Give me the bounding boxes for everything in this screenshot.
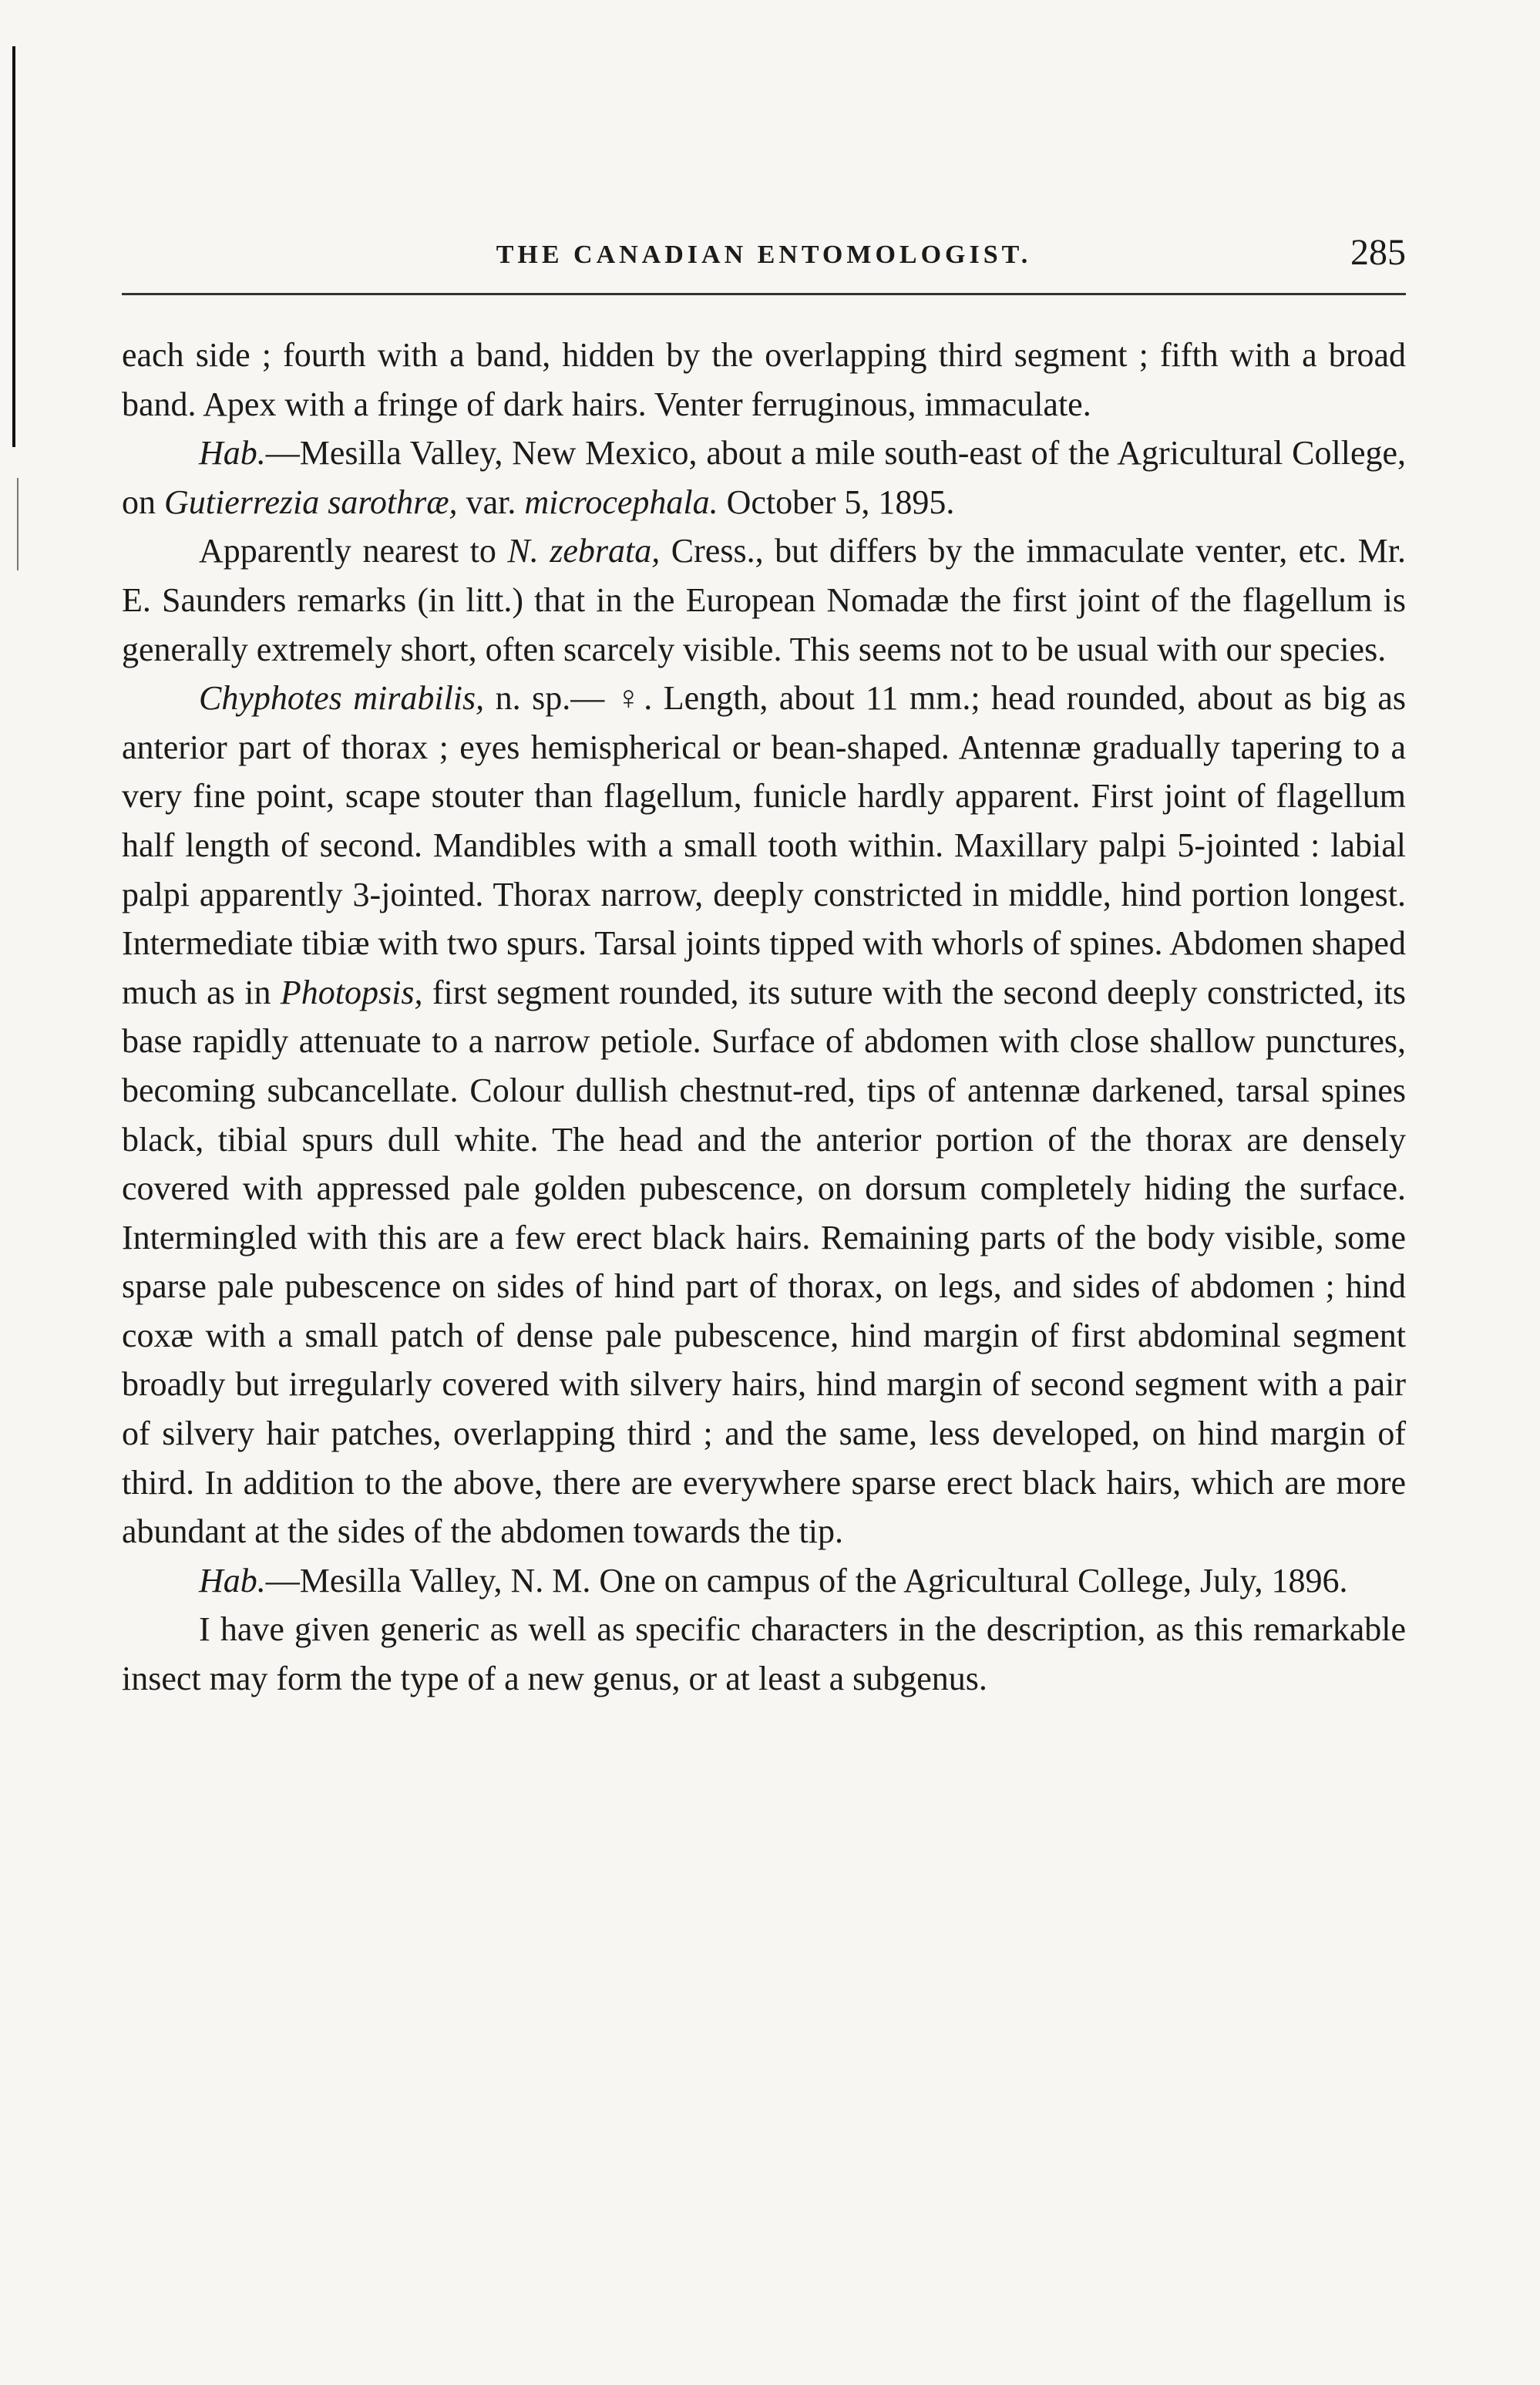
description-text-2: first segment rounded, its suture with the second deeply constricted, its base rapidly attenuate to a narrow petiole. Surface of abdomen with close shallow punctures, becoming subcancellate. Colour dullish chestnut-red, tips of antennæ darkened, tarsal spines black, tibial spurs dull white. The head and the anterior portion of the thorax are densely covered with appressed pale golden pubescence, on dorsum completely hiding the surface. Intermingled with this are a few erect black hairs. Remaining parts of the body visible, some sparse pale pubescence on sides of hind part of thorax, on legs, and sides of abdomen ; hind coxæ with a small patch of dense pale pubescence, hind margin of first abdominal segment broadly but irregularly covered with silvery hairs, hind margin of second segment with a pair of silvery hair patches, overlapping third ; and the same, less developed, on hind margin of third. In addition to the above, there are everywhere sparse erect black hairs, which are more abundant at the sides of the abdomen towards the tip. <box>122 973 1406 1551</box>
plant-variety: microcephala. <box>524 483 718 521</box>
genus-reference: Photopsis, <box>280 973 423 1011</box>
paragraph-4-description <box>122 674 1406 1556</box>
habitat-text-1: —Mesilla Valley, New Mexico, about a mile south-east of the Agricultural College, on <box>122 434 1406 521</box>
scan-edge-mark-lower <box>17 478 18 570</box>
paragraph-1: each side ; fourth with a band, hidden by the overlapping third segment ; fifth with a broad band. Apex with a fringe of dark hairs. Venter ferruginous, immaculate. <box>122 336 1406 423</box>
scan-edge-mark <box>12 46 15 447</box>
paragraph-5-habitat <box>122 1556 1406 1606</box>
habitat-text-3: October 5, 1895. <box>718 483 955 521</box>
species-name: Chyphotes mirabilis, <box>199 679 485 718</box>
article-body <box>122 331 1406 1704</box>
comparison-text-1: Apparently nearest to <box>199 532 508 570</box>
hab-label: Hab. <box>199 434 266 473</box>
paragraph-2-habitat <box>122 429 1406 526</box>
running-head <box>122 231 1406 295</box>
comparison-text-2: Cress., but differs by the immaculate venter, etc. Mr. E. Saunders remarks (in litt.) that in the European Nomadæ the first joint of the flagellum is generally extremely short, often scarcely visible. This seems not to be usual with our species. <box>122 532 1406 668</box>
hab-label-2: Hab. <box>199 1561 266 1600</box>
paragraph-3-comparison <box>122 526 1406 674</box>
plant-name: Gutierrezia sarothræ, <box>164 483 458 521</box>
species-reference: N. zebrata, <box>507 532 661 570</box>
running-title: THE CANADIAN ENTOMOLOGIST. <box>496 241 1032 269</box>
page <box>122 231 1406 1704</box>
habitat-text-2: var. <box>457 483 525 521</box>
description-text-1: n. sp.— ♀. Length, about 11 mm.; head rounded, about as big as anterior part of thorax ; eyes hemispherical or bean-shaped. Antennæ gradually tapering to a very fine point, scape stouter than flagellum, funicle hardly apparent. First joint of flagellum half length of second. Mandibles with a small tooth within. Maxillary palpi 5-jointed : labial palpi apparently 3-jointed. Thorax narrow, deeply constricted in middle, hind portion longest. Intermediate tibiæ with two spurs. Tarsal joints tipped with whorls of spines. Abdomen shaped much as in <box>122 679 1406 1011</box>
page-number: 285 <box>1350 232 1406 273</box>
habitat-2-text: —Mesilla Valley, N. M. One on campus of the Agricultural College, July, 1896. <box>265 1561 1348 1600</box>
paragraph-6-conclusion: I have given generic as well as specific characters in the description, as this remarkable insect may form the type of a new genus, or at least a subgenus. <box>122 1610 1406 1698</box>
